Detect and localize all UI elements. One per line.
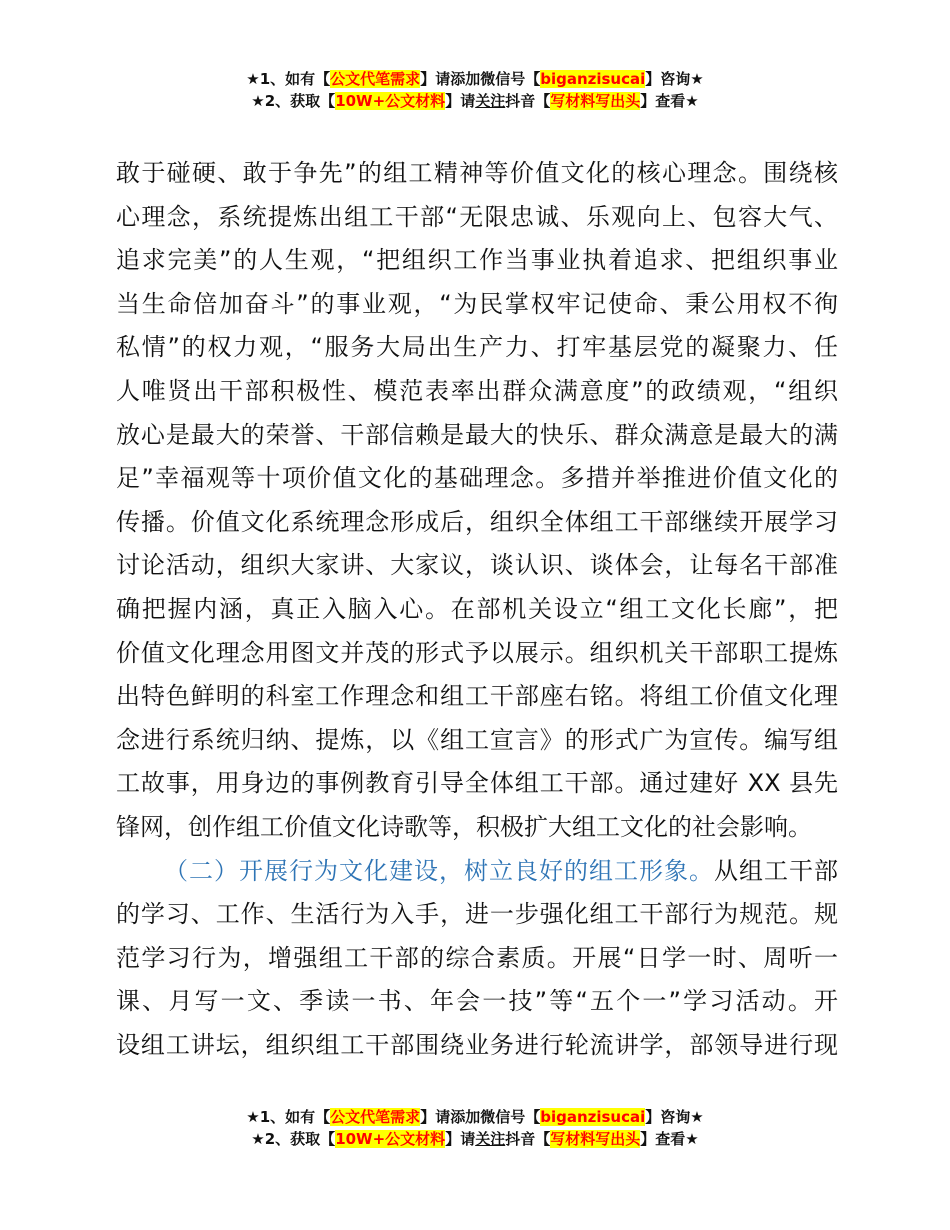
banner-text: 】请 bbox=[445, 1130, 476, 1148]
body-line: 敢于碰硬、敢于争先”的组工精神等价值文化的核心理念。围绕核 bbox=[116, 159, 838, 187]
banner-text: 】咨询★ bbox=[645, 70, 704, 88]
body-line: 的学习、工作、生活行为入手，进一步强化组工干部行为规范。规 bbox=[116, 900, 838, 929]
document-body bbox=[116, 152, 838, 1067]
banner-text: 】咨询★ bbox=[645, 1108, 704, 1126]
body-line: 放心是最大的荣誉、干部信赖是最大的快乐、群众满意是最大的满 bbox=[116, 420, 838, 449]
body-line: 当生命倍加奋斗”的事业观，“为民掌权牢记使命、秉公用权不徇 bbox=[116, 289, 838, 318]
body-text: 从组工干部 bbox=[714, 856, 838, 885]
body-line: 心理念，系统提炼出组工干部“无限忠诚、乐观向上、包容大气、 bbox=[116, 202, 838, 231]
banner-text: ★2、获取【 bbox=[251, 92, 336, 110]
banner-text: 】请 bbox=[445, 92, 476, 110]
banner-text: 】查看★ bbox=[640, 1130, 699, 1148]
banner-text: ★2、获取【 bbox=[251, 1130, 336, 1148]
banner-text: 】请添加微信号【 bbox=[420, 70, 541, 88]
banner-text: 】查看★ bbox=[640, 92, 699, 110]
body-line: 足”幸福观等十项价值文化的基础理念。多措并举推进价值文化的 bbox=[116, 464, 838, 493]
body-line: 价值文化理念用图文并茂的形式予以展示。组织机关干部职工提炼 bbox=[116, 638, 838, 667]
wechat-id: biganzisucai bbox=[540, 70, 646, 88]
banner-text: 抖音【 bbox=[505, 1130, 551, 1148]
body-line: 传播。价值文化系统理念形成后，组织全体组工干部继续开展学习 bbox=[116, 507, 838, 536]
body-line: 追求完美”的人生观，“把组织工作当事业执着追求、把组织事业 bbox=[116, 246, 838, 275]
body-line: 锋网，创作组工价值文化诗歌等，积极扩大组工文化的社会影响。 bbox=[116, 812, 812, 841]
body-line: 设组工讲坛，组织组工干部围绕业务进行轮流讲学，部领导进行现 bbox=[116, 1030, 838, 1059]
body-line: 范学习行为，增强组工干部的综合素质。开展“日学一时、周听一 bbox=[116, 943, 838, 972]
highlight-text: 公文代笔需求 bbox=[330, 70, 421, 88]
highlight-text: 公文代笔需求 bbox=[330, 1108, 421, 1126]
body-line: 确把握内涵，真正入脑入心。在部机关设立“组工文化长廊”，把 bbox=[116, 594, 838, 623]
footer-banner bbox=[0, 1106, 950, 1150]
underlined-text: 关注 bbox=[475, 92, 506, 110]
highlight-text: 10W+公文材料 bbox=[335, 92, 446, 110]
banner-text: ★1、如有【 bbox=[246, 1108, 331, 1126]
body-line: 讨论活动，组织大家讲、大家议，谈认识、谈体会，让每名干部准 bbox=[116, 551, 838, 580]
section-heading: （二）开展行为文化建设，树立良好的组工形象。 bbox=[164, 856, 714, 885]
wechat-id: biganzisucai bbox=[540, 1108, 646, 1126]
body-line: 念进行系统归纳、提炼，以《组工宣言》的形式广为宣传。编写组 bbox=[116, 725, 838, 754]
banner-line-2 bbox=[0, 1128, 950, 1150]
body-line: 工故事，用身边的事例教育引导全体组工干部。通过建好 XX 县先 bbox=[116, 769, 838, 798]
section-heading-line bbox=[116, 850, 838, 894]
body-line: 出特色鲜明的科室工作理念和组工干部座右铭。将组工价值文化理 bbox=[116, 682, 838, 711]
body-line: 课、月写一文、季读一书、年会一技”等“五个一”学习活动。开 bbox=[116, 987, 838, 1016]
banner-text: 抖音【 bbox=[505, 92, 551, 110]
banner-text: ★1、如有【 bbox=[246, 70, 331, 88]
body-line: 人唯贤出干部积极性、模范表率出群众满意度”的政绩观，“组织 bbox=[116, 376, 838, 405]
header-banner bbox=[0, 68, 950, 112]
highlight-text: 写材料写出头 bbox=[550, 92, 641, 110]
body-line: 私情”的权力观，“服务大局出生产力、打牢基层党的凝聚力、任 bbox=[116, 333, 838, 362]
banner-line-2 bbox=[0, 90, 950, 112]
banner-line-1 bbox=[0, 68, 950, 90]
highlight-text: 写材料写出头 bbox=[550, 1130, 641, 1148]
highlight-text: 10W+公文材料 bbox=[335, 1130, 446, 1148]
banner-text: 】请添加微信号【 bbox=[420, 1108, 541, 1126]
banner-line-1 bbox=[0, 1106, 950, 1128]
underlined-text: 关注 bbox=[475, 1130, 506, 1148]
